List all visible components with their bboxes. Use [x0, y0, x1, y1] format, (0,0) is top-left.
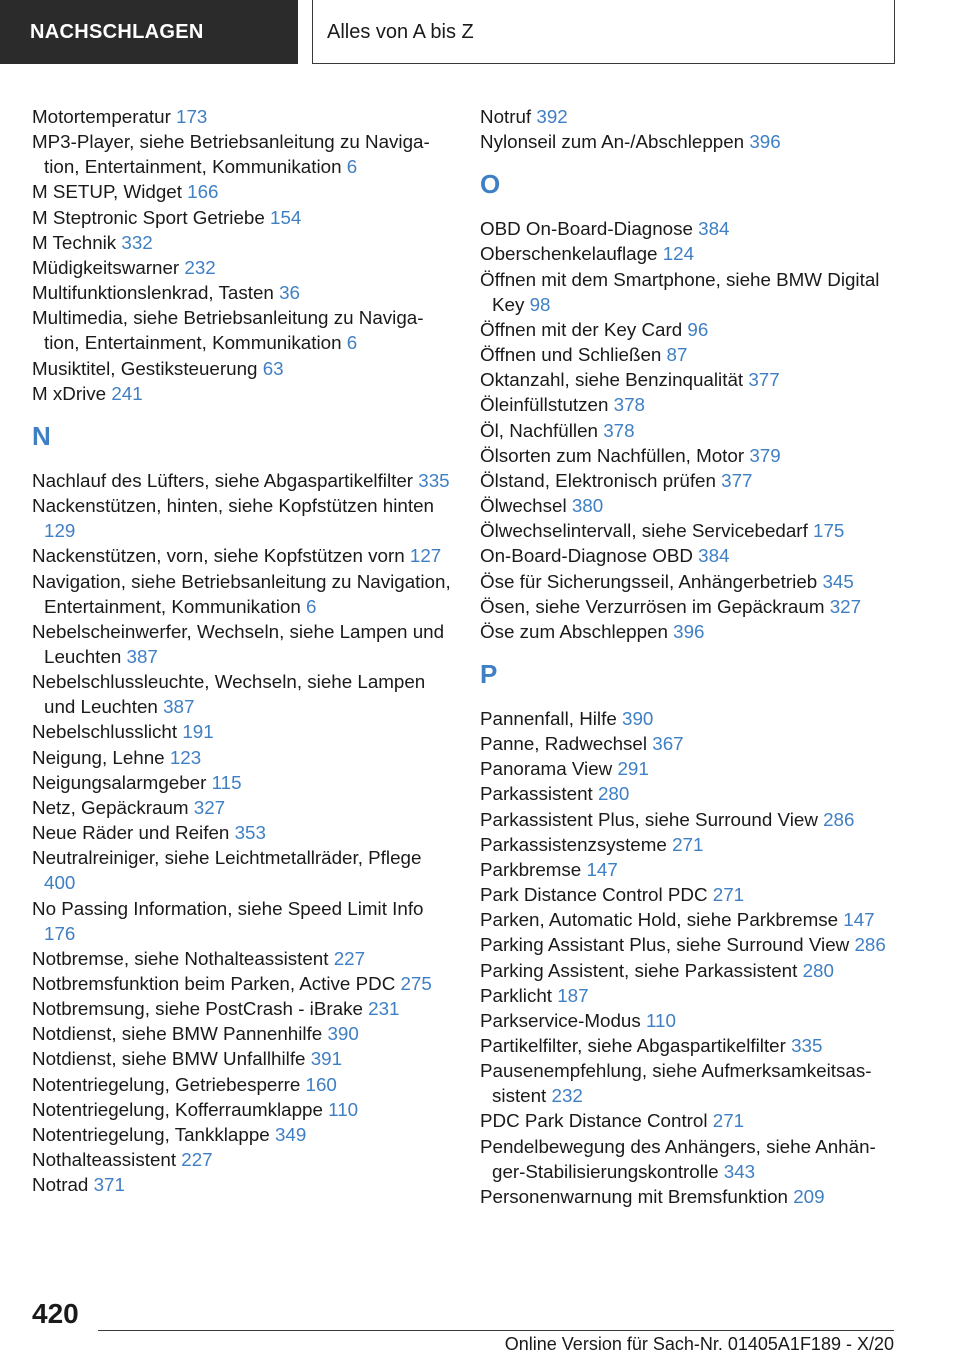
index-entry-term: M SETUP, Widget [32, 181, 188, 203]
index-entry-term: Öse für Sicherungsseil, Anhängerbetrieb [480, 570, 823, 592]
page-reference-link[interactable]: 147 [843, 909, 875, 931]
index-entry-term: Ölwechsel [480, 495, 572, 517]
page-reference-link[interactable]: 63 [262, 357, 284, 379]
index-entry [32, 1147, 452, 1172]
page-reference-link[interactable]: 335 [791, 1035, 823, 1056]
page-reference-link[interactable]: 110 [645, 1009, 676, 1031]
index-entry [32, 468, 452, 493]
page-reference-link[interactable]: 390 [327, 1023, 359, 1045]
index-entry-term: M Steptronic Sport Getriebe [32, 206, 271, 228]
section-title: Alles von A bis Z [312, 0, 895, 64]
index-entry [480, 1134, 900, 1184]
index-entry [480, 317, 900, 342]
page-reference-link[interactable]: 110 [328, 1098, 359, 1120]
index-entry [480, 731, 900, 756]
index-entry-term: Ölwechselintervall, siehe Servicebedarf [480, 520, 814, 542]
index-entry [32, 543, 452, 568]
page-reference-link[interactable]: 345 [822, 570, 854, 592]
page-reference-link[interactable]: 166 [187, 181, 219, 203]
page-reference-link[interactable]: 87 [666, 344, 688, 366]
index-entry-term: Pendelbewegung des Anhängers, siehe Anhänger-Stabilisierungskontrolle [480, 1135, 876, 1182]
index-entry-term: Neue Räder und Reifen [32, 822, 235, 844]
index-letter-heading: N [32, 420, 51, 451]
page-reference-link[interactable]: 400 [44, 872, 76, 894]
page-reference-link[interactable]: 227 [333, 947, 366, 969]
page-reference-link[interactable]: 343 [723, 1160, 756, 1182]
index-entry [32, 946, 452, 971]
index-entry [480, 619, 900, 644]
index-entry [32, 356, 452, 381]
online-version-note: Online Version für Sach-Nr. 01405A1F189 - X/20 [504, 1334, 894, 1354]
page-number: 420 [32, 1298, 79, 1329]
index-entry [480, 392, 900, 417]
index-entry [480, 104, 900, 129]
index-entry-term: Nackenstützen, hinten, siehe Kopfstützen hinten [32, 495, 434, 517]
index-entry-term: Ösen, siehe Verzurrösen im Gepäckraum [480, 595, 830, 617]
index-entry [480, 832, 900, 857]
index-entry-term: Nebelschlussleuchte, Wechseln, siehe Lampen und Leuchten [32, 671, 426, 718]
index-entry-term: On-Board-Diagnose OBD [480, 545, 699, 567]
index-entry-term: Notrad [32, 1174, 94, 1196]
page-reference-link[interactable]: 124 [662, 243, 695, 265]
index-entry [32, 619, 452, 669]
index-entry [480, 958, 900, 983]
index-entry [32, 745, 452, 770]
index-entry [480, 493, 900, 518]
index-column-right [480, 104, 900, 1209]
page-reference-link[interactable]: 154 [270, 206, 302, 228]
index-entry [480, 932, 900, 957]
index-entry [480, 807, 900, 832]
index-entry [480, 443, 900, 468]
index-entry-term: Notdienst, siehe BMW Unfallhilfe [32, 1048, 311, 1070]
index-entry [480, 367, 900, 392]
page-reference-link[interactable]: 378 [613, 394, 645, 416]
page-reference-link[interactable]: 6 [346, 332, 358, 354]
index-entry-term: Neigung, Lehne [32, 746, 170, 768]
index-entry-term: Navigation, siehe Betriebsanleitung zu Navigation, Entertainment, Kommunikation [32, 570, 451, 617]
page-reference-link[interactable]: 286 [854, 934, 886, 956]
page-reference-link[interactable]: 396 [673, 620, 705, 642]
index-entry-term: Nebelscheinwerfer, Wechseln, siehe Lampen und Leuchten [32, 620, 445, 667]
page-reference-link[interactable]: 327 [829, 595, 862, 617]
page-reference-link[interactable]: 380 [571, 495, 604, 517]
index-entry [32, 996, 452, 1021]
index-entry-term: Notentriegelung, Kofferraumklappe [32, 1098, 329, 1120]
index-entry [32, 669, 452, 719]
page-reference-link[interactable]: 378 [603, 419, 635, 441]
page-reference-link[interactable]: 275 [400, 973, 432, 994]
index-entry [32, 1021, 452, 1046]
index-entry [32, 381, 452, 406]
index-entry-term: Öffnen mit der Key Card [480, 318, 688, 340]
index-entry [480, 1108, 900, 1133]
index-entry-term: Parking Assistent, siehe Parkassistent [480, 959, 803, 981]
index-entry [480, 1184, 900, 1209]
index-entry-term: Nackenstützen, vorn, siehe Kopfstützen vorn [32, 545, 410, 567]
index-entry-term: Parklicht [480, 984, 558, 1006]
page-reference-link[interactable]: 377 [748, 369, 780, 391]
index-entry-term: Öffnen und Schließen [480, 344, 667, 366]
index-entry [32, 1122, 452, 1147]
page-reference-link[interactable]: 280 [597, 783, 630, 805]
page-reference-link[interactable]: 98 [529, 293, 551, 315]
footer-divider [98, 1330, 894, 1331]
index-entry-term: Müdigkeitswarner [32, 256, 185, 278]
index-entry [32, 1072, 452, 1097]
page-reference-link[interactable]: 391 [310, 1048, 343, 1070]
page-reference-link[interactable]: 335 [418, 469, 450, 491]
index-entry-term: Ölstand, Elektronisch prüfen [480, 469, 722, 491]
index-entry [480, 267, 900, 317]
index-entry [480, 418, 900, 443]
index-entry [480, 543, 900, 568]
index-entry-term: Panne, Radwechsel [480, 733, 653, 755]
index-entry-term: Neutralreiniger, siehe Leichtmetallräder, Pflege [32, 847, 422, 869]
index-entry-term: Notruf [480, 106, 537, 127]
index-entry-term: Öse zum Abschleppen [480, 620, 674, 642]
index-entry [480, 907, 900, 932]
index-entry-term: Multifunktionslenkrad, Tasten [32, 282, 280, 304]
index-entry-term: Pausenempfehlung, siehe Aufmerksamkeitsassistent [480, 1060, 872, 1107]
index-entry [480, 706, 900, 731]
index-entry [32, 305, 452, 355]
index-entry-term: Öl, Nachfüllen [480, 419, 604, 441]
index-entry [32, 255, 452, 280]
index-entry [32, 179, 452, 204]
page-reference-link[interactable]: 379 [749, 444, 781, 466]
index-entry [480, 129, 900, 154]
index-entry [480, 518, 900, 543]
index-entry-term: Notentriegelung, Tankklappe [32, 1123, 275, 1145]
index-entry-term: Partikelfilter, siehe Abgaspartikelfilter [480, 1035, 792, 1056]
index-entry [32, 795, 452, 820]
index-entry-term: PDC Park Distance Control [480, 1110, 713, 1132]
index-entry-term: OBD On-Board-Diagnose [480, 218, 699, 240]
page-reference-link[interactable]: 377 [721, 469, 753, 491]
index-entry [32, 205, 452, 230]
index-entry [480, 342, 900, 367]
index-entry [480, 1008, 900, 1033]
page-reference-link[interactable]: 123 [169, 746, 202, 768]
index-entry-term: Nylonseil zum An-/Abschleppen [480, 131, 750, 153]
page-reference-link[interactable]: 232 [551, 1085, 583, 1107]
page-reference-link[interactable]: 160 [305, 1073, 337, 1095]
index-entry-term: Nothalteassistent [32, 1149, 182, 1171]
index-entry [480, 241, 900, 266]
index-entry-term: Oktanzahl, siehe Benzinqualität [480, 369, 749, 391]
page-reference-link[interactable]: 387 [163, 696, 195, 718]
section-tab: NACHSCHLAGEN [0, 0, 298, 64]
page-reference-link[interactable]: 387 [126, 645, 158, 667]
index-entry-term: Nebelschlusslicht [32, 721, 183, 743]
index-entry-term: Notentriegelung, Getriebesperre [32, 1073, 306, 1095]
index-entry-term: Parkservice-Modus [480, 1009, 646, 1031]
index-entry-term: Personenwarnung mit Bremsfunktion [480, 1185, 794, 1207]
page-reference-link[interactable]: 271 [672, 833, 704, 855]
index-entry-term: Parkassistenzsysteme [480, 833, 673, 855]
index-entry [32, 1046, 452, 1071]
index-entry [480, 857, 900, 882]
index-entry [32, 845, 452, 895]
index-entry-term: M Technik [32, 231, 122, 253]
page-reference-link[interactable]: 209 [793, 1185, 825, 1207]
page-reference-link[interactable]: 327 [193, 796, 226, 818]
page-reference-link[interactable]: 291 [617, 758, 649, 780]
index-entry [480, 1033, 900, 1058]
index-letter-heading: O [480, 169, 501, 200]
index-entry [32, 971, 452, 996]
page-reference-link[interactable]: 371 [93, 1174, 125, 1196]
index-entry-term: MP3-Player, siehe Betriebsanleitung zu Navigation, Entertainment, Kommunikation [32, 131, 430, 178]
page-reference-link[interactable]: 96 [687, 318, 709, 340]
page-reference-link[interactable]: 392 [536, 106, 568, 127]
index-entry-term: M xDrive [32, 382, 112, 404]
index-entry [480, 594, 900, 619]
index-entry [32, 1097, 452, 1122]
index-entry-term: Öffnen mit dem Smartphone, siehe BMW Digital Key [480, 268, 880, 315]
index-entry [32, 770, 452, 795]
index-entry [32, 493, 452, 543]
page-reference-link[interactable]: 353 [234, 822, 266, 844]
index-entry-term: Nachlauf des Lüfters, siehe Abgaspartikelfilter [32, 469, 419, 491]
index-entry-term: Öleinfüllstutzen [480, 394, 614, 416]
index-entry-term: Panorama View [480, 758, 618, 780]
index-entry-term: Notbremsung, siehe PostCrash - iBrake [32, 998, 369, 1020]
index-entry-term: Parkassistent [480, 783, 598, 805]
index-entry-term: Multimedia, siehe Betriebsanleitung zu Navigation, Entertainment, Kommunikation [32, 307, 424, 354]
page-reference-link[interactable]: 187 [557, 984, 589, 1006]
index-entry-term: Pannenfall, Hilfe [480, 707, 622, 729]
page-reference-link[interactable]: 176 [44, 922, 76, 944]
page-reference-link[interactable]: 241 [111, 382, 143, 404]
page-reference-link[interactable]: 227 [181, 1149, 213, 1171]
page-reference-link[interactable]: 349 [274, 1123, 307, 1145]
index-entry-term: Ölsorten zum Nachfüllen, Motor [480, 444, 750, 466]
page-reference-link[interactable]: 232 [184, 256, 216, 278]
page-reference-link[interactable]: 286 [823, 808, 855, 830]
page-reference-link[interactable]: 396 [749, 131, 781, 153]
page-reference-link[interactable]: 36 [279, 282, 300, 304]
index-entry-term: Parking Assistant Plus, siehe Surround View [480, 934, 855, 956]
index-entry-term: Parkbremse [480, 858, 587, 880]
index-entry [32, 129, 452, 179]
page-reference-link[interactable]: 127 [409, 545, 442, 567]
index-entry-term: Oberschenkelauflage [480, 243, 663, 265]
page-reference-link[interactable]: 280 [802, 959, 834, 981]
page-reference-link[interactable]: 332 [121, 231, 153, 253]
index-entry [32, 820, 452, 845]
index-entry [480, 781, 900, 806]
page-reference-link[interactable]: 6 [346, 156, 358, 178]
index-entry [32, 896, 452, 946]
index-entry-term: Notbremse, siehe Nothalteassistent [32, 947, 334, 969]
page-reference-link[interactable]: 6 [306, 595, 317, 617]
index-entry-term: Netz, Gepäckraum [32, 796, 194, 818]
index-entry-term: Parkassistent Plus, siehe Surround View [480, 808, 824, 830]
page-reference-link[interactable]: 231 [368, 998, 400, 1020]
page-reference-link[interactable]: 390 [622, 707, 654, 729]
page-reference-link[interactable]: 173 [176, 106, 208, 127]
index-entry [32, 569, 452, 619]
index-entry [480, 1058, 900, 1108]
index-entry [32, 104, 452, 129]
page-reference-link[interactable]: 384 [698, 218, 730, 240]
index-entry-term: Motortemperatur [32, 106, 177, 127]
index-entry-term: Notdienst, siehe BMW Pannenhilfe [32, 1023, 328, 1045]
index-entry-term: Musiktitel, Gestiksteuerung [32, 357, 263, 379]
index-entry [480, 882, 900, 907]
index-entry [480, 983, 900, 1008]
index-entry-term: Notbremsfunktion beim Parken, Active PDC [32, 973, 401, 994]
index-entry-term: No Passing Information, siehe Speed Limit Info [32, 897, 424, 919]
page-reference-link[interactable]: 191 [182, 721, 214, 743]
page-reference-link[interactable]: 271 [712, 1110, 745, 1132]
index-entry-term: Parken, Automatic Hold, siehe Parkbremse [480, 909, 844, 931]
index-entry-term: Neigungsalarmgeber [32, 771, 212, 793]
index-letter-heading: P [480, 658, 498, 689]
index-column-left [32, 104, 452, 1197]
page-reference-link[interactable]: 147 [586, 858, 618, 880]
index-entry [480, 216, 900, 241]
index-entry [32, 719, 452, 744]
index-entry-term: Park Distance Control PDC [480, 884, 713, 906]
page-reference-link[interactable]: 384 [698, 545, 730, 567]
page-reference-link[interactable]: 271 [712, 884, 745, 906]
index-entry [32, 280, 452, 305]
index-entry [480, 756, 900, 781]
page-reference-link[interactable]: 175 [813, 520, 845, 542]
page-reference-link[interactable]: 129 [44, 520, 76, 542]
index-entry [480, 468, 900, 493]
page-reference-link[interactable]: 115 [211, 771, 242, 793]
index-entry [32, 1172, 452, 1197]
index-entry [32, 230, 452, 255]
index-entry [480, 569, 900, 594]
page-reference-link[interactable]: 367 [652, 733, 684, 755]
